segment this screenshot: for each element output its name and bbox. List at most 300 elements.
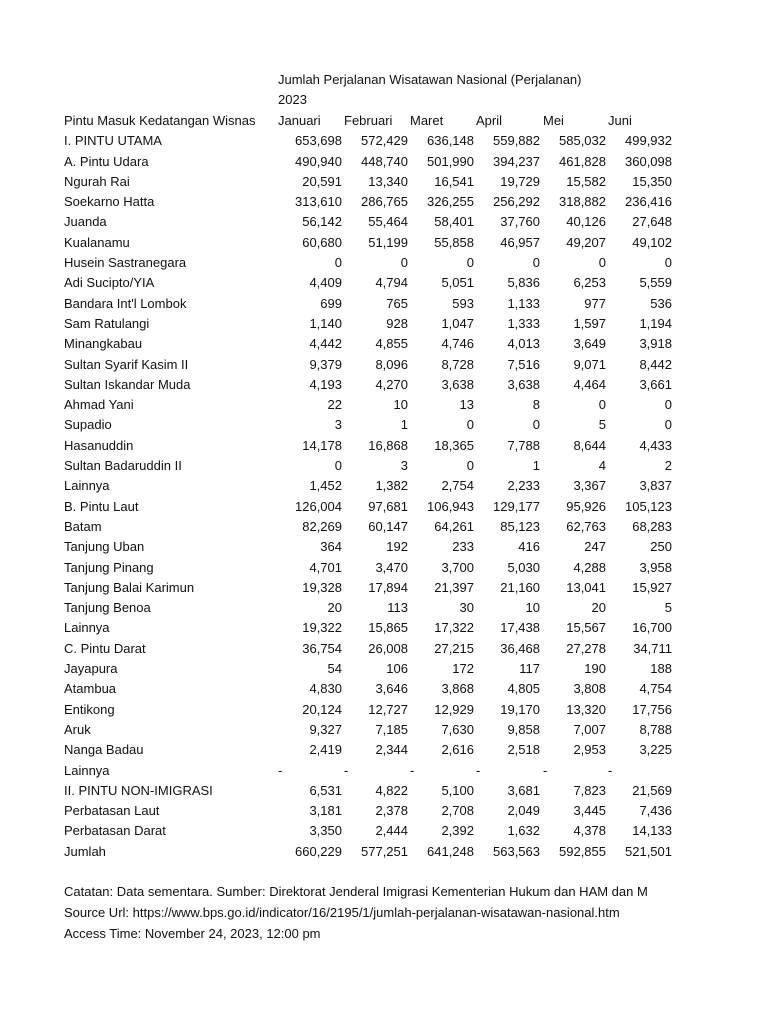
cell-value: 27,648 [632,214,672,230]
month-header-maret: Maret [410,113,444,128]
table-row [0,131,672,151]
cell-value: 236,416 [625,194,672,210]
cell-value: 117 [519,661,540,677]
table-row [0,355,672,375]
table-row [0,821,672,841]
cell-value: 2,616 [441,742,474,758]
cell-value: 19,729 [500,173,540,189]
cell-value: 4,830 [309,681,342,697]
cell-value: 17,438 [500,620,540,636]
cell-value: 0 [466,458,474,474]
cell-value: 4,822 [375,782,408,798]
table-row [0,537,672,557]
table-row [0,578,672,598]
cell-value: 40,126 [566,214,606,230]
cell-value: 3,367 [573,478,606,494]
cell-value: 572,429 [361,133,408,149]
table-row [0,436,672,456]
cell-value: 21,160 [500,579,540,595]
cell-value: 3,225 [639,742,672,758]
cell-value: 9,858 [507,721,540,737]
cell-value: 2,392 [441,823,474,839]
cell-value: 3 [334,417,342,433]
cell-value: 2,518 [507,742,540,758]
cell-value: 1 [532,458,540,474]
table-row [0,639,672,659]
cell-value: 4,433 [639,437,672,453]
cell-value: 928 [386,315,408,331]
row-label: Sultan Badaruddin II [64,458,182,474]
cell-value: 17,756 [632,701,672,717]
row-label: Minangkabau [64,336,143,352]
row-label: Adi Sucipto/YIA [64,275,155,291]
cell-value: 7,007 [573,721,606,737]
cell-value: 641,248 [427,843,474,859]
row-label: Bandara Int'l Lombok [64,295,187,311]
cell-value: 4,288 [573,559,606,575]
cell-value: 4,855 [375,336,408,352]
cell-value: 64,261 [434,518,474,534]
cell-value: 56,142 [302,214,342,230]
cell-value: 233 [452,539,474,555]
cell-value: 36,754 [302,640,342,656]
cell-value: 3,350 [309,823,342,839]
cell-value: 977 [584,295,606,311]
cell-value: 0 [466,417,474,433]
cell-value: 0 [466,255,474,271]
table-row [0,334,672,354]
cell-value: 563,563 [493,843,540,859]
cell-value: 17,894 [368,579,408,595]
cell-value: 286,765 [361,194,408,210]
row-label: Lainnya [64,762,110,778]
table-row [0,761,672,781]
cell-value: 3,700 [441,559,474,575]
access-time-text: Access Time: November 24, 2023, 12:00 pm [64,926,321,941]
cell-value: 3,958 [639,559,672,575]
cell-value: 8 [532,397,540,413]
cell-value: 636,148 [427,133,474,149]
cell-value: 14,133 [632,823,672,839]
cell-value: 19,170 [500,701,540,717]
cell-value: 4 [598,458,606,474]
cell-value: 765 [386,295,408,311]
cell-value: 68,283 [632,518,672,534]
table-row [0,253,672,273]
row-label: A. Pintu Udara [64,153,149,169]
table-row [0,801,672,821]
cell-value: 60,680 [302,234,342,250]
table-row [0,415,672,435]
notes-section [64,881,672,944]
cell-value: 660,229 [295,843,342,859]
row-label: Tanjung Uban [64,539,145,555]
cell-value: 82,269 [302,518,342,534]
cell-value: 36,468 [500,640,540,656]
table-row [0,192,672,212]
table-row [0,314,672,334]
cell-value: 1,333 [507,315,540,331]
cell-value: 2,444 [375,823,408,839]
cell-value: 129,177 [493,498,540,514]
table-row [0,598,672,618]
cell-value: 5,051 [441,275,474,291]
cell-value: 12,929 [434,701,474,717]
month-header-januari: Januari [278,113,321,128]
month-header-juni: Juni [608,113,632,128]
cell-value: 172 [452,661,474,677]
cell-value: 3,649 [573,336,606,352]
row-label: Jumlah [64,843,106,859]
table-title: Jumlah Perjalanan Wisatawan Nasional (Perjalanan) [278,72,582,87]
cell-value: 126,004 [295,498,342,514]
cell-value: 592,855 [559,843,606,859]
cell-value: 3,646 [375,681,408,697]
cell-value: 5 [598,417,606,433]
cell-value: 3,181 [309,803,342,819]
cell-value: 12,727 [368,701,408,717]
cell-value: 2 [664,458,672,474]
cell-value: 313,610 [295,194,342,210]
cell-value: 1,597 [573,315,606,331]
row-label: Jayapura [64,661,118,677]
cell-value: 4,464 [573,376,606,392]
cell-value: 15,582 [566,173,606,189]
cell-value: 3,445 [573,803,606,819]
row-label: Ngurah Rai [64,173,130,189]
row-label: Lainnya [64,478,110,494]
cell-value: 318,882 [559,194,606,210]
cell-value: 97,681 [368,498,408,514]
cell-value: 461,828 [559,153,606,169]
cell-value: 113 [387,600,408,616]
cell-value: 394,237 [493,153,540,169]
cell-value: 3,470 [375,559,408,575]
row-label: Tanjung Pinang [64,559,154,575]
row-label: Entikong [64,701,115,717]
cell-value: 4,270 [375,376,408,392]
cell-value: 8,644 [573,437,606,453]
cell-value: 49,102 [632,234,672,250]
cell-value: 21,569 [632,782,672,798]
cell-value: 4,442 [309,336,342,352]
cell-value: 85,123 [500,518,540,534]
cell-value: 4,378 [573,823,606,839]
cell-value: 4,746 [441,336,474,352]
note-text: Catatan: Data sementara. Sumber: Direktorat Jenderal Imigrasi Kementerian Hukum dan HAM dan M [64,884,648,899]
cell-value: 3,661 [639,376,672,392]
cell-value: 448,740 [361,153,408,169]
cell-value: 499,932 [625,133,672,149]
cell-value: 4,805 [507,681,540,697]
table-year: 2023 [278,92,307,107]
cell-value: 256,292 [493,194,540,210]
row-label: Perbatasan Darat [64,823,166,839]
cell-value: 7,516 [507,356,540,372]
cell-value: 0 [334,255,342,271]
table-row [0,395,672,415]
cell-value: 521,501 [625,843,672,859]
month-header-mei: Mei [543,113,564,128]
cell-value: 13,320 [566,701,606,717]
cell-value: 536 [650,295,672,311]
cell-value: 19,322 [302,620,342,636]
cell-value: 1,194 [639,315,672,331]
row-label: Nanga Badau [64,742,144,758]
cell-value: 106 [386,661,408,677]
table-row [0,497,672,517]
cell-value: 1,382 [375,478,408,494]
cell-value: 19,328 [302,579,342,595]
cell-value: 55,858 [434,234,474,250]
cell-value: 326,255 [427,194,474,210]
row-label: Husein Sastranegara [64,255,187,271]
cell-value: 8,096 [375,356,408,372]
cell-value: 490,940 [295,153,342,169]
row-label: Hasanuddin [64,437,134,453]
cell-value: 26,008 [368,640,408,656]
cell-value: 27,278 [566,640,606,656]
cell-value: 416 [518,539,540,555]
cell-value: 3,681 [507,782,540,798]
table-row [0,781,672,801]
table-row [0,152,672,172]
source-url-text: Source Url: https://www.bps.go.id/indicator/16/2195/1/jumlah-perjalanan-wisatawan-nasional.htm [64,905,620,920]
cell-value: 3 [400,458,408,474]
cell-value: 54 [327,661,342,677]
table-row [0,558,672,578]
cell-value: 2,049 [507,803,540,819]
data-table [0,111,672,862]
cell-value: 7,185 [375,721,408,737]
cell-value: 7,788 [507,437,540,453]
cell-value: 0 [400,255,408,271]
cell-value: 0 [532,417,540,433]
cell-value: 22 [327,397,342,413]
cell-value: 699 [320,295,342,311]
cell-value: 9,379 [309,356,342,372]
cell-value: 3,638 [441,376,474,392]
cell-value: 0 [664,417,672,433]
cell-value: 250 [650,539,672,555]
cell-value: 55,464 [368,214,408,230]
cell-value: 5,030 [507,559,540,575]
table-row [0,273,672,293]
cell-value: 58,401 [434,214,474,230]
cell-value: 593 [452,295,474,311]
cell-value: 95,926 [566,498,606,514]
row-label: Atambua [64,681,117,697]
cell-value: 6,531 [309,782,342,798]
cell-value: 15,865 [368,620,408,636]
cell-value: 2,708 [441,803,474,819]
cell-value: 192 [386,539,408,555]
cell-value: 1,047 [441,315,474,331]
cell-value: 60,147 [368,518,408,534]
cell-value: 16,868 [368,437,408,453]
cell-value: 17,322 [434,620,474,636]
month-header-april: April [476,113,503,128]
cell-value: 51,199 [368,234,408,250]
row-label: Supadio [64,417,112,433]
row-label: Perbatasan Laut [64,803,160,819]
row-label: Sultan Syarif Kasim II [64,356,189,372]
cell-value: - [608,762,613,778]
row-label: Batam [64,518,102,534]
cell-value: 360,098 [625,153,672,169]
cell-value: 653,698 [295,133,342,149]
cell-value: 0 [664,397,672,413]
cell-value: 247 [584,539,606,555]
row-label: B. Pintu Laut [64,498,139,514]
cell-value: 8,788 [639,721,672,737]
table-row [0,375,672,395]
cell-value: 5 [664,600,672,616]
cell-value: 2,233 [507,478,540,494]
cell-value: 7,823 [573,782,606,798]
cell-value: 5,559 [639,275,672,291]
cell-value: 1,452 [309,478,342,494]
table-row [0,517,672,537]
table-row [0,740,672,760]
cell-value: 7,630 [441,721,474,737]
cell-value: 20 [591,600,606,616]
table-row [0,172,672,192]
cell-value: 27,215 [434,640,474,656]
cell-value: 34,711 [633,640,672,656]
table-row [0,618,672,638]
cell-value: 10 [393,397,408,413]
row-label: Tanjung Benoa [64,600,151,616]
cell-value: 1,140 [309,315,342,331]
cell-value: 21,397 [434,579,474,595]
row-label: Ahmad Yani [64,397,134,413]
cell-value: 14,178 [302,437,342,453]
row-header-label: Pintu Masuk Kedatangan Wisnas [64,113,256,128]
cell-value: 0 [598,397,606,413]
cell-value: 4,013 [507,336,540,352]
cell-value: 501,990 [427,153,474,169]
cell-value: 3,918 [639,336,672,352]
cell-value: 4,754 [639,681,672,697]
cell-value: 46,957 [500,234,540,250]
cell-value: 13,041 [566,579,606,595]
cell-value: 559,882 [493,133,540,149]
row-label: Sam Ratulangi [64,315,150,331]
cell-value: 5,100 [441,782,474,798]
header-row [0,111,672,131]
cell-value: - [543,762,548,778]
cell-value: 62,763 [566,518,606,534]
cell-value: 106,943 [427,498,474,514]
table-row [0,842,672,862]
row-label: Sultan Iskandar Muda [64,376,191,392]
row-label: Juanda [64,214,107,230]
row-label: II. PINTU NON-IMIGRASI [64,782,213,798]
cell-value: 0 [334,458,342,474]
cell-value: 15,927 [632,579,672,595]
table-row [0,700,672,720]
cell-value: 3,868 [441,681,474,697]
table-row [0,456,672,476]
cell-value: 0 [532,255,540,271]
cell-value: 6,253 [573,275,606,291]
table-row [0,679,672,699]
cell-value: 16,541 [434,173,474,189]
cell-value: 4,794 [375,275,408,291]
table-row [0,294,672,314]
cell-value: 1,632 [507,823,540,839]
cell-value: 49,207 [566,234,606,250]
cell-value: 15,567 [566,620,606,636]
cell-value: 364 [320,539,342,555]
cell-value: 577,251 [361,843,408,859]
cell-value: 18,365 [434,437,474,453]
cell-value: 2,378 [375,803,408,819]
table-row [0,233,672,253]
cell-value: 105,123 [625,498,672,514]
cell-value: 8,442 [639,356,672,372]
cell-value: 8,728 [441,356,474,372]
row-label: Tanjung Balai Karimun [64,579,195,595]
cell-value: - [278,762,283,778]
cell-value: 10 [525,600,540,616]
cell-value: 20 [327,600,342,616]
table-row [0,476,672,496]
cell-value: 9,327 [309,721,342,737]
month-header-februari: Februari [344,113,393,128]
cell-value: 0 [598,255,606,271]
table-row [0,659,672,679]
cell-value: - [410,762,415,778]
cell-value: 190 [584,661,606,677]
cell-value: 13 [459,397,474,413]
cell-value: 2,953 [573,742,606,758]
cell-value: 1 [400,417,408,433]
cell-value: 4,193 [309,376,342,392]
cell-value: 37,760 [500,214,540,230]
cell-value: 2,419 [309,742,342,758]
row-label: Kualanamu [64,234,130,250]
cell-value: - [476,762,481,778]
table-row [0,720,672,740]
cell-value: 1,133 [507,295,540,311]
cell-value: 2,344 [375,742,408,758]
cell-value: 4,409 [309,275,342,291]
cell-value: 585,032 [559,133,606,149]
cell-value: 3,638 [507,376,540,392]
row-label: Aruk [64,721,91,737]
row-label: Soekarno Hatta [64,194,155,210]
cell-value: - [344,762,349,778]
table-row [0,212,672,232]
cell-value: 20,124 [302,701,342,717]
cell-value: 4,701 [309,559,342,575]
row-label: C. Pintu Darat [64,640,146,656]
cell-value: 188 [650,661,672,677]
cell-value: 9,071 [573,356,606,372]
cell-value: 20,591 [302,173,342,189]
row-label: I. PINTU UTAMA [64,133,162,149]
cell-value: 3,837 [639,478,672,494]
cell-value: 3,808 [573,681,606,697]
cell-value: 13,340 [368,173,408,189]
cell-value: 16,700 [632,620,672,636]
cell-value: 7,436 [639,803,672,819]
cell-value: 2,754 [441,478,474,494]
cell-value: 15,350 [632,173,672,189]
row-label: Lainnya [64,620,110,636]
